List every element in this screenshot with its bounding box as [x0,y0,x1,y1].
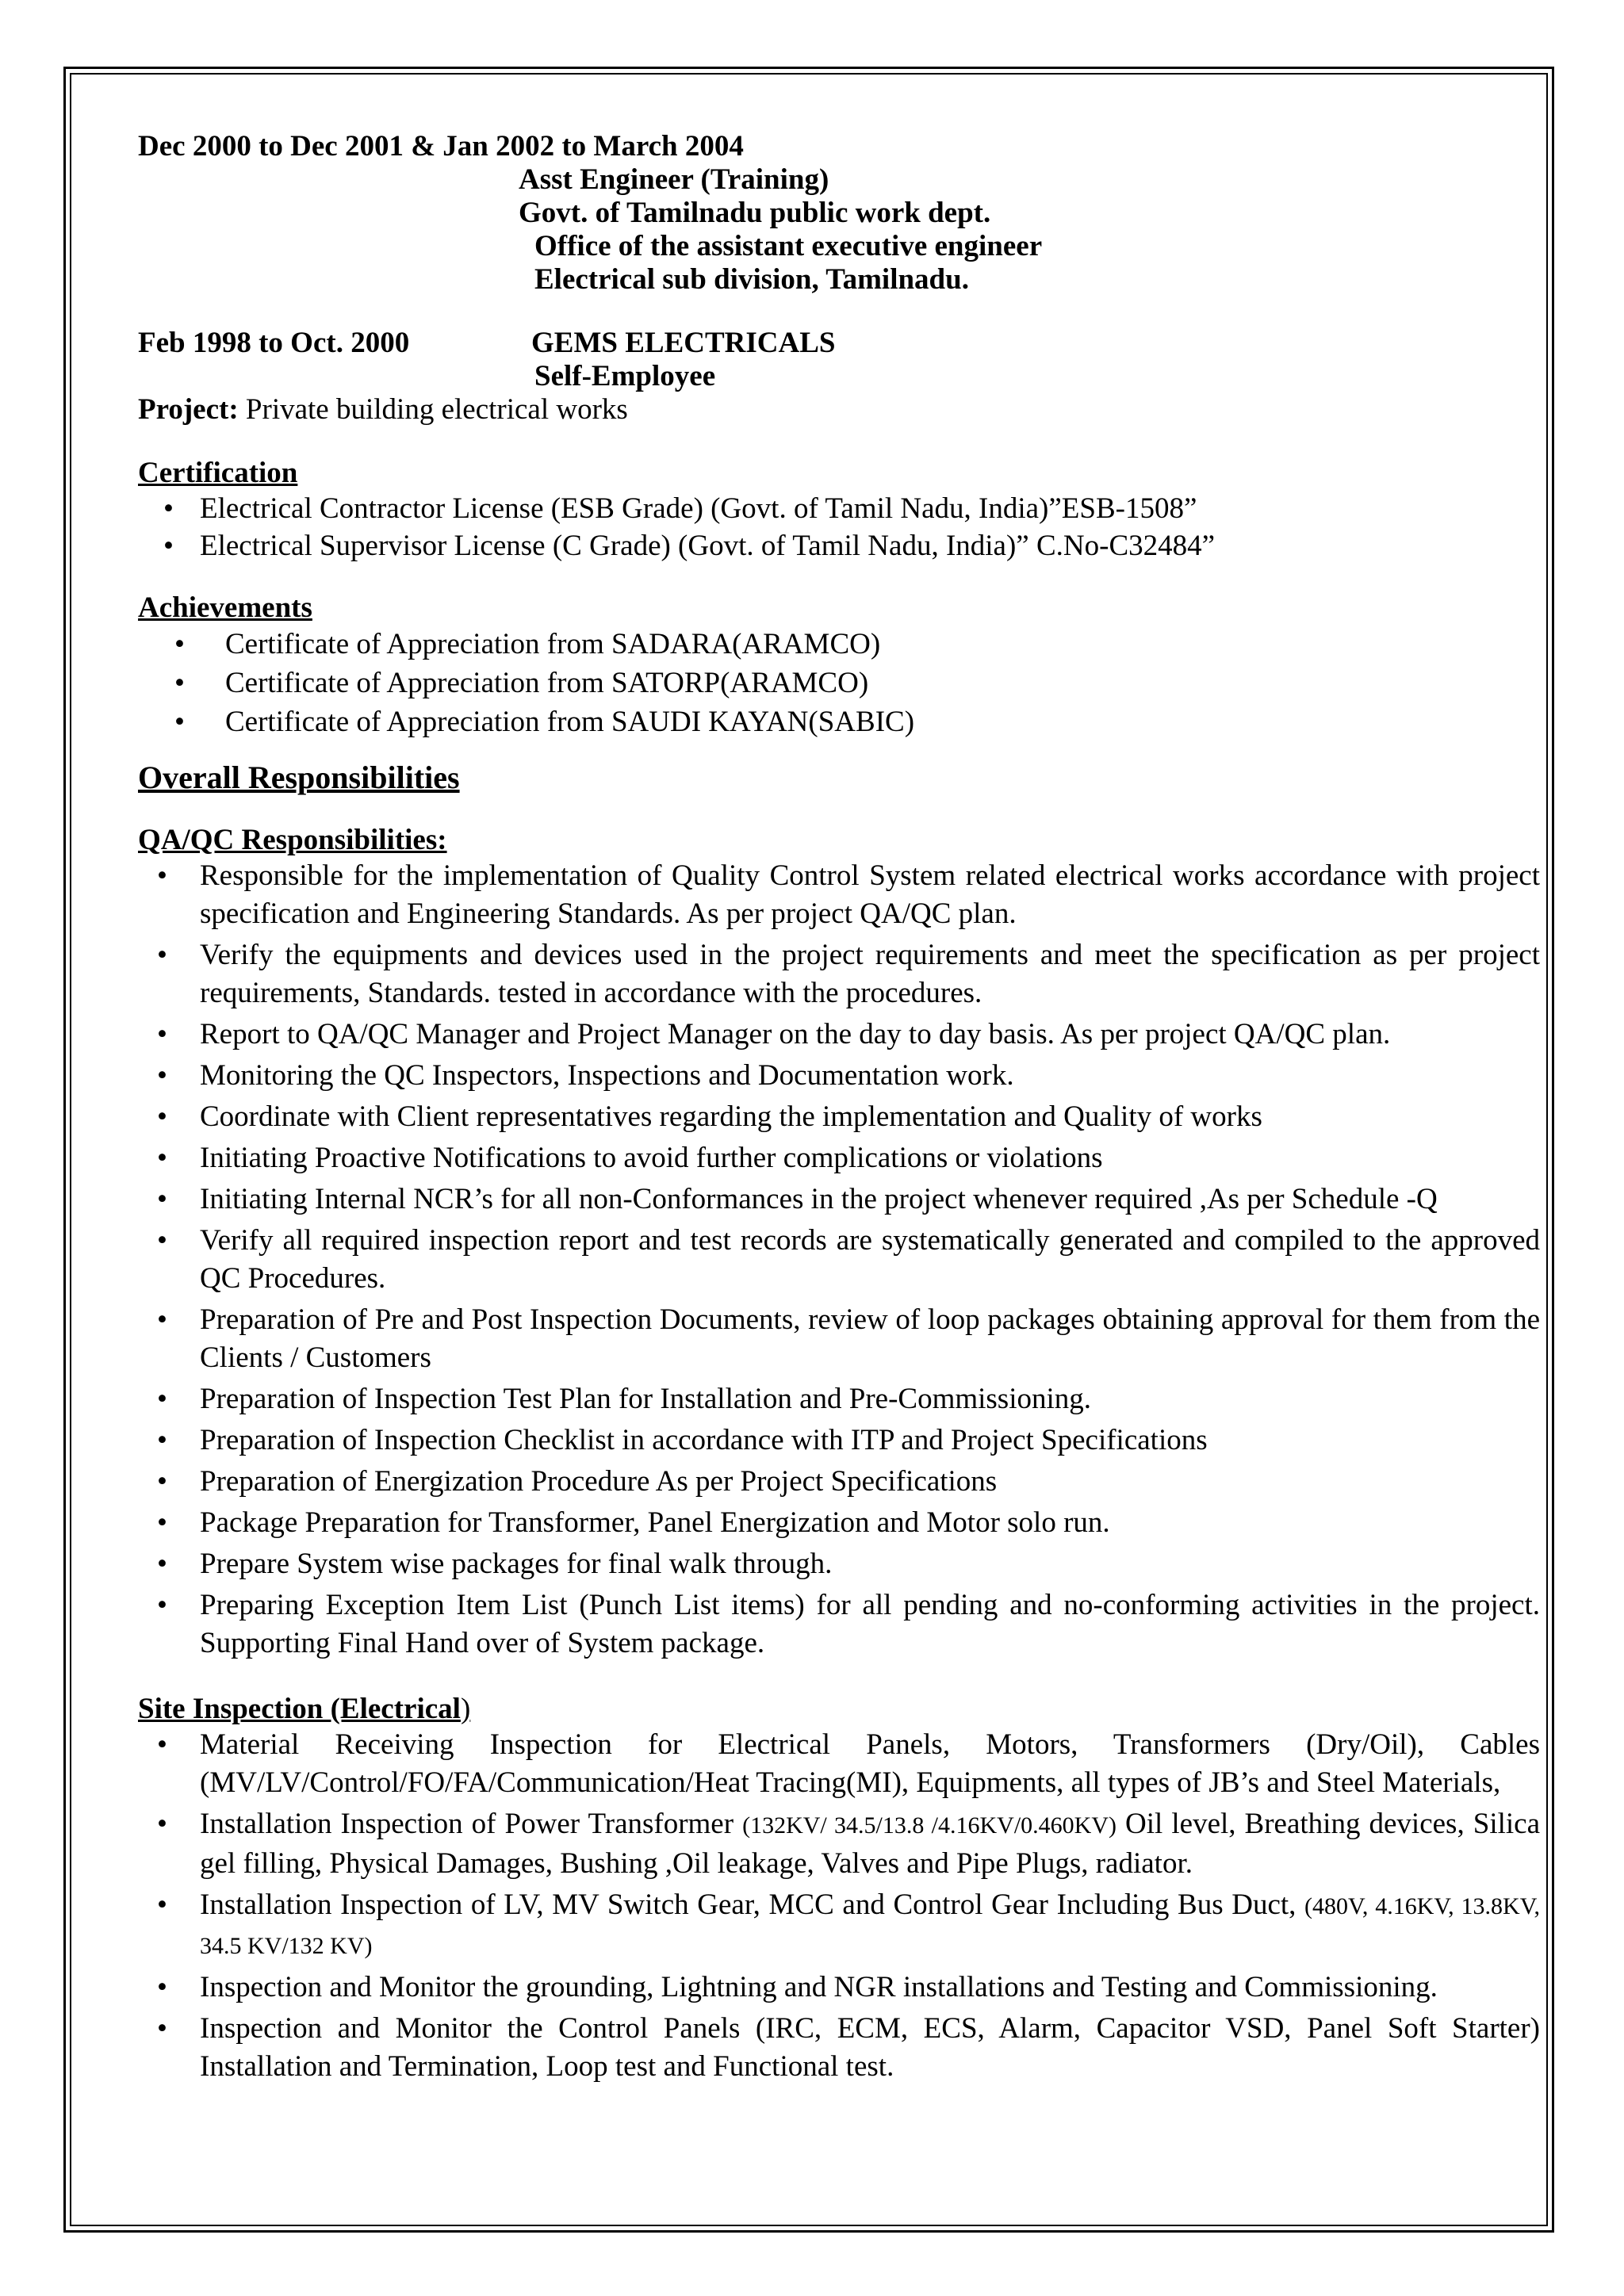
employment-period-2: Feb 1998 to Oct. 2000 [138,327,410,359]
list-item: • Inspection and Monitor the Control Panels (IRC, ECM, ECS, Alarm, Capacitor VSD, Panel Soft Starter) Installation and Termination, Loop test and Functional test. [138,2010,1540,2086]
list-item: • Certificate of Appreciation from SATORP(ARAMCO) [138,664,1540,702]
employment-block [138,130,1540,427]
list-item: • Preparation of Inspection Checklist in accordance with ITP and Project Specifications [138,1422,1540,1460]
list-item: • Material Receiving Inspection for Electrical Panels, Motors, Transformers (Dry/Oil), Cables (MV/LV/Control/FO/FA/Communication/Heat Tracing(MI), Equipments, all types of JB’s and Steel Materials, [138,1726,1540,1802]
employment-row-2 [138,327,1540,360]
list-item: • Package Preparation for Transformer, Panel Energization and Motor solo run. [138,1504,1540,1542]
item-text: Oil level, Breathing devices, Silica gel filling, Physical Damages, Bushing ,Oil leakage, Valves and Pipe Plugs, radiator. [200,1808,1540,1880]
achievements-heading: Achievements [138,591,312,624]
list-item [138,1886,1540,1965]
list-item [138,1805,1540,1883]
list-item: • Preparation of Inspection Test Plan for Installation and Pre-Commissioning. [138,1380,1540,1418]
item-voltage-text: (480V, 4.16KV, 13.8KV, 34.5 KV/132 KV) [200,1893,1540,1959]
list-item: • Report to QA/QC Manager and Project Manager on the day to day basis. As per project QA/QC plan. [138,1016,1540,1054]
list-item: • Preparation of Energization Procedure As per Project Specifications [138,1463,1540,1501]
list-item: • Coordinate with Client representatives regarding the implementation and Quality of works [138,1098,1540,1136]
list-item: • Preparation of Pre and Post Inspection Documents, review of loop packages obtaining approval for them from the Clients / Customers [138,1301,1540,1377]
item-text: Installation Inspection of Power Transformer [200,1808,743,1840]
list-item: • Responsible for the implementation of Quality Control System related electrical works accordance with project specification and Engineering Standards. As per project QA/QC plan. [138,857,1540,933]
employment-role-2: Self-Employee [534,360,716,392]
list-item: • Certificate of Appreciation from SAUDI KAYAN(SABIC) [138,702,1540,741]
certification-heading: Certification [138,457,298,489]
project-line [138,393,1540,427]
site-heading-paren: ) [460,1693,471,1725]
list-item: • Electrical Supervisor License (C Grade) (Govt. of Tamil Nadu, India)” C.No-C32484” [138,527,1540,564]
qaqc-list [138,857,1540,1663]
list-item: • Verify all required inspection report and test records are systematically generated and compiled to the approved QC Procedures. [138,1222,1540,1298]
list-item: • Certificate of Appreciation from SADARA(ARAMCO) [138,625,1540,664]
employment-org-1-line2: Office of the assistant executive engineer [534,230,1043,262]
list-item: • Verify the equipments and devices used in the project requirements and meet the specification as per project requirements, Standards. tested in accordance with the procedures. [138,936,1540,1012]
site-heading-text: Site Inspection (Electrical [138,1693,461,1725]
achievements-list [138,625,1540,741]
list-item: • Monitoring the QC Inspectors, Inspections and Documentation work. [138,1057,1540,1095]
employment-role-1: Asst Engineer (Training) [519,163,829,196]
site-inspection-heading [138,1693,1540,1726]
employment-company-2: GEMS ELECTRICALS [531,327,836,359]
list-item: • Preparing Exception Item List (Punch List items) for all pending and no-conforming activities in the project. Supporting Final Hand over of System package. [138,1586,1540,1663]
project-value: Private building electrical works [245,393,628,426]
employment-org-1-line3: Electrical sub division, Tamilnadu. [534,263,969,296]
certification-list [138,490,1540,564]
list-item: • Initiating Internal NCR’s for all non-Conformances in the project whenever required ,As per Schedule -Q [138,1181,1540,1219]
site-inspection-list [138,1726,1540,2086]
list-item: • Initiating Proactive Notifications to avoid further complications or violations [138,1139,1540,1177]
project-label: Project: [138,393,239,426]
list-item: • Inspection and Monitor the grounding, Lightning and NGR installations and Testing and Commissioning. [138,1969,1540,2007]
employment-org-1-line1: Govt. of Tamilnadu public work dept. [519,197,991,229]
resume-content [138,130,1540,2089]
list-item: • Prepare System wise packages for final walk through. [138,1545,1540,1583]
list-item: • Electrical Contractor License (ESB Grade) (Govt. of Tamil Nadu, India)”ESB-1508” [138,490,1540,527]
overall-heading: Overall Responsibilities [138,760,460,795]
qaqc-heading: QA/QC Responsibilities: [138,824,447,856]
employment-period-1: Dec 2000 to Dec 2001 & Jan 2002 to March 2004 [138,130,744,163]
item-text: Installation Inspection of LV, MV Switch Gear, MCC and Control Gear Including Bus Duct, [200,1888,1305,1921]
item-voltage-text: (132KV/ 34.5/13.8 /4.16KV/0.460KV) [742,1812,1116,1839]
